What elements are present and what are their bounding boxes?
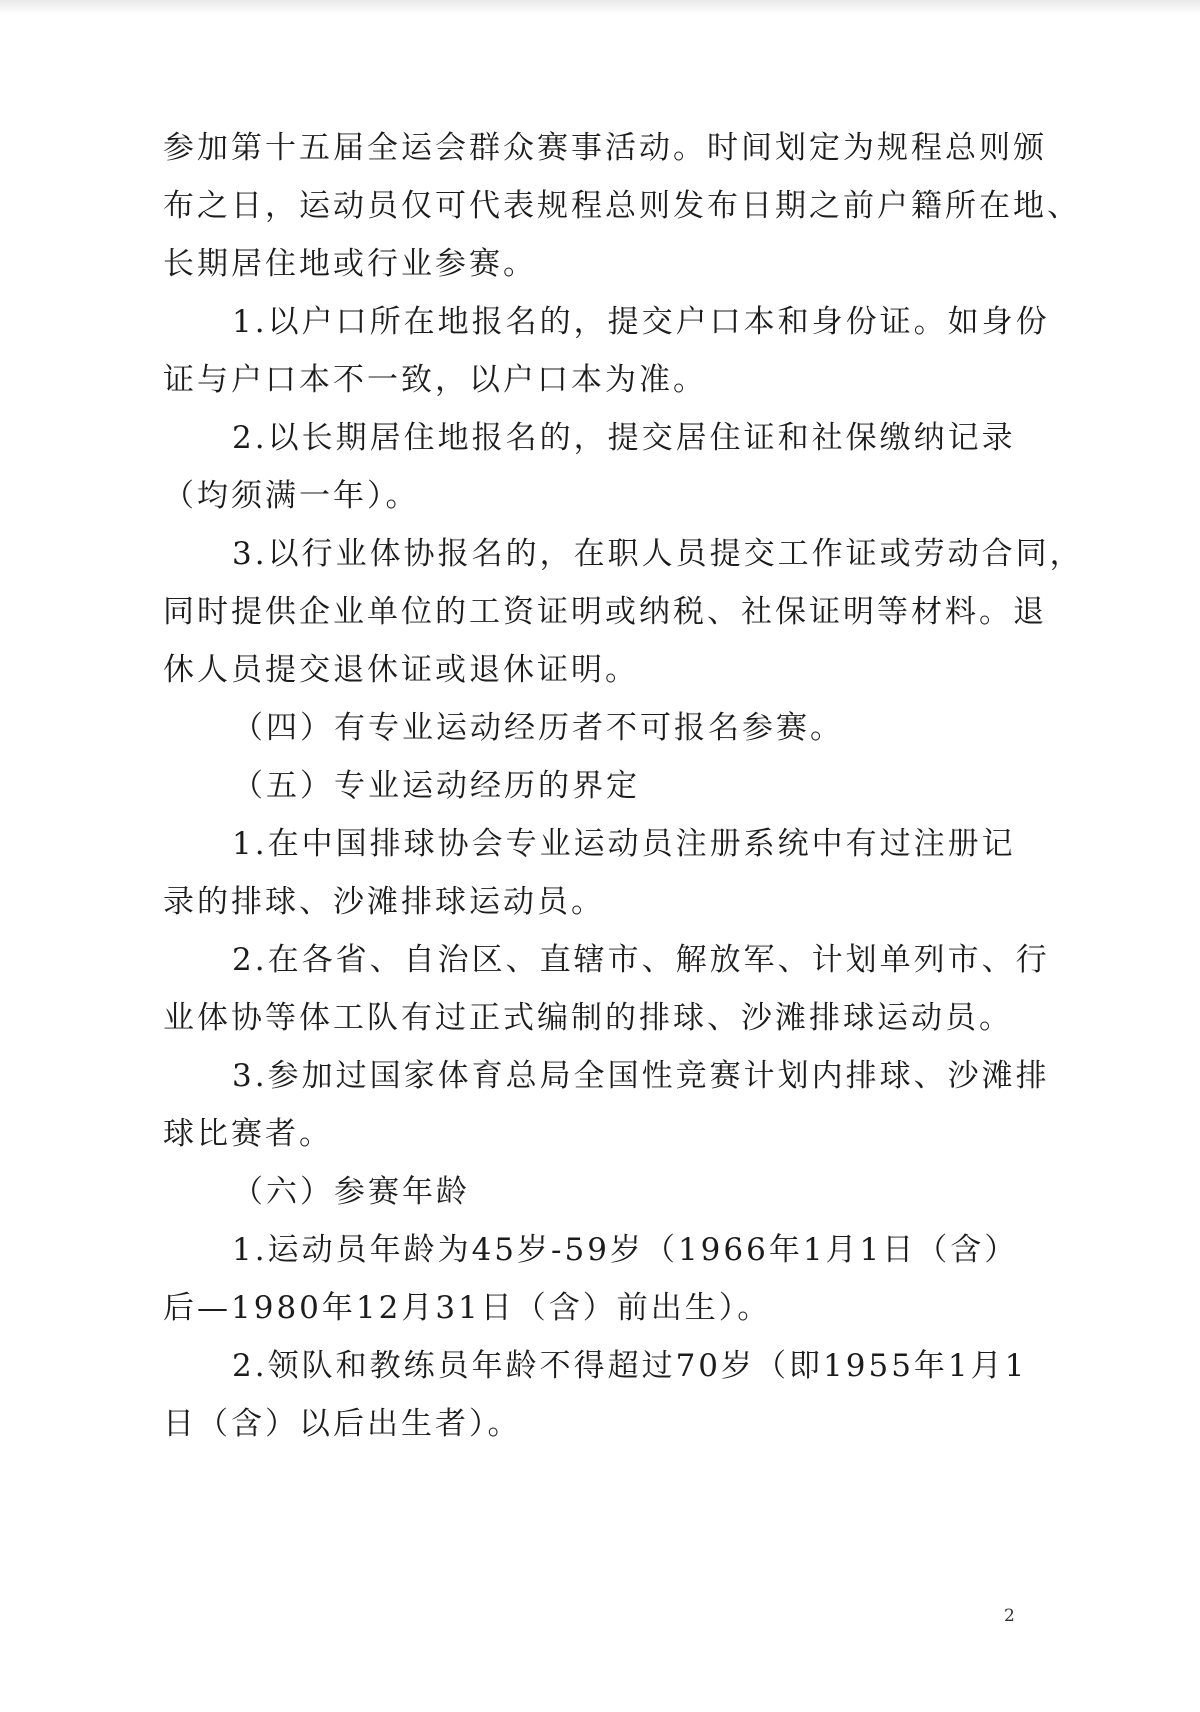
paragraph-line: 2.以长期居住地报名的，提交居住证和社保缴纳记录 <box>232 420 1016 456</box>
paragraph-line: 参加第十五届全运会群众赛事活动。时间划定为规程总则颁 <box>163 130 1047 166</box>
paragraph-line: 1.运动员年龄为45岁-59岁（1966年1月1日（含） <box>232 1232 1019 1268</box>
paragraph-line: （均须满一年）。 <box>163 478 420 514</box>
paragraph-line: 证与户口本不一致，以户口本为准。 <box>163 362 707 398</box>
paragraph-line: 1.在中国排球协会专业运动员注册系统中有过注册记 <box>232 826 1016 862</box>
section-heading: （四）有专业运动经历者不可报名参赛。 <box>232 710 844 746</box>
paragraph-line: 球比赛者。 <box>163 1116 333 1152</box>
paragraph-line: 后—1980年12月31日（含）前出生）。 <box>163 1290 772 1326</box>
paragraph-line: 布之日，运动员仅可代表规程总则发布日期之前户籍所在地、 <box>163 188 1081 224</box>
paragraph-line: 1.以户口所在地报名的，提交户口本和身份证。如身份 <box>232 304 1050 340</box>
section-heading: （五）专业运动经历的界定 <box>232 768 640 804</box>
paragraph-line: 业体协等体工队有过正式编制的排球、沙滩排球运动员。 <box>163 1000 1013 1036</box>
paragraph-line: 3.以行业体协报名的，在职人员提交工作证或劳动合同， <box>232 536 1084 572</box>
paragraph-line: 休人员提交退休证或退休证明。 <box>163 652 639 688</box>
paragraph-line: 同时提供企业单位的工资证明或纳税、社保证明等材料。退 <box>163 594 1047 630</box>
paragraph-line: 2.在各省、自治区、直辖市、解放军、计划单列市、行 <box>232 942 1050 978</box>
paragraph-line: 录的排球、沙滩排球运动员。 <box>163 884 605 920</box>
paragraph-line: 2.领队和教练员年龄不得超过70岁（即1955年1月1 <box>232 1348 1028 1384</box>
section-heading: （六）参赛年龄 <box>232 1174 470 1210</box>
paragraph-line: 长期居住地或行业参赛。 <box>163 246 537 282</box>
paragraph-line: 3.参加过国家体育总局全国性竞赛计划内排球、沙滩排 <box>232 1058 1050 1094</box>
paragraph-line: 日（含）以后出生者）。 <box>163 1406 522 1442</box>
page-number: 2 <box>1004 1606 1015 1626</box>
